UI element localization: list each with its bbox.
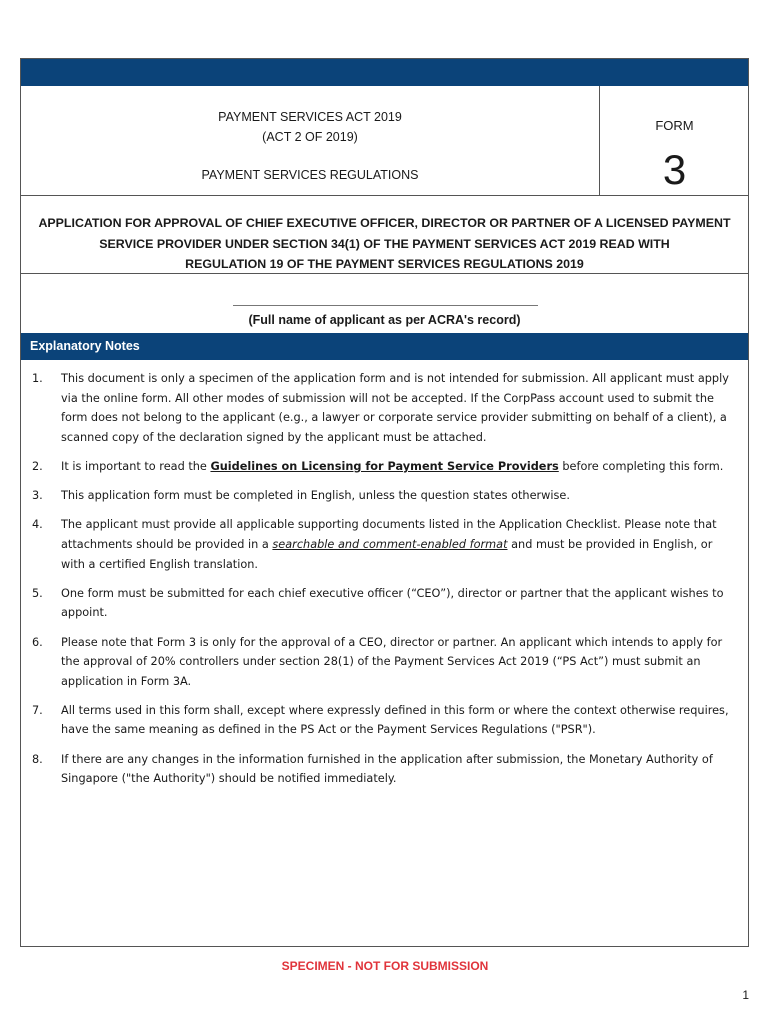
note-item xyxy=(21,701,748,740)
title-line: APPLICATION FOR APPROVAL OF CHIEF EXECUTIVE OFFICER, DIRECTOR OR PARTNER OF A LICENSED PAYMENT xyxy=(38,216,731,230)
note-text: This document is only a specimen of the application form and is not intended for submission. All applicant must apply via the online form. All other modes of submission will not be accepted. If the CorpPass account used to submit the form does not belong to the applicant (e.g., a lawyer or corporate service provider submitting on behalf of a client), a scanned copy of the declaration signed by the applicant must be attached. xyxy=(61,372,729,444)
note-item xyxy=(21,633,748,692)
applicant-name-caption: (Full name of applicant as per ACRA's record) xyxy=(248,313,521,327)
note-item xyxy=(21,515,748,574)
explanatory-notes-heading: Explanatory Notes xyxy=(21,333,748,360)
act-block xyxy=(21,86,599,195)
form-frame xyxy=(20,58,749,947)
form-header xyxy=(21,86,748,196)
note-number: 1. xyxy=(32,372,43,385)
note-text: If there are any changes in the information furnished in the application after submission, the Monetary Authority of Singapore ("the Authority") should be notified immediately. xyxy=(61,752,713,786)
note-number: 6. xyxy=(32,635,43,649)
note-number: 8. xyxy=(32,752,43,766)
note-number: 5. xyxy=(32,586,43,600)
act-number: (ACT 2 OF 2019) xyxy=(262,130,358,144)
note-text: All terms used in this form shall, except where expressly defined in this form or where the context otherwise requires, have the same meaning as defined in the PS Act or the Payment Services Regulations ("PSR"). xyxy=(61,703,729,737)
note-text-pre: The applicant must provide all applicable supporting documents listed in the Application Checklist. Please note that attachments should be provided in a xyxy=(61,518,717,551)
note-text: One form must be submitted for each chief executive officer (“CEO”), director or partner that the applicant wishes to appoint. xyxy=(61,586,724,620)
page-number: 1 xyxy=(742,988,749,1002)
note-number: 7. xyxy=(32,703,43,717)
title-line: SERVICE PROVIDER UNDER SECTION 34(1) OF THE PAYMENT SERVICES ACT 2019 READ WITH xyxy=(99,236,670,251)
form-label: FORM xyxy=(655,118,694,133)
note-item xyxy=(21,584,748,623)
note-text: This application form must be completed in English, unless the question states otherwise. xyxy=(61,489,570,503)
note-item xyxy=(21,369,748,447)
top-banner xyxy=(21,59,748,86)
note-item xyxy=(21,750,748,789)
note-item xyxy=(21,457,748,477)
note-number: 4. xyxy=(32,518,43,532)
act-info xyxy=(21,107,599,147)
note-item xyxy=(21,486,748,506)
act-title: PAYMENT SERVICES ACT 2019 xyxy=(218,110,402,124)
regulations-title: PAYMENT SERVICES REGULATIONS xyxy=(201,168,419,182)
explanatory-notes-list xyxy=(21,369,748,798)
applicant-name-field[interactable] xyxy=(233,305,538,306)
guidelines-link[interactable]: Guidelines on Licensing for Payment Service Providers xyxy=(210,459,559,473)
note-number: 2. xyxy=(32,459,43,473)
form-number: 3 xyxy=(662,146,687,193)
application-title xyxy=(21,196,748,274)
note-text-post: and must be provided in English, or with a certified English translation. xyxy=(61,537,713,571)
note-text-post: before completing this form. xyxy=(558,459,724,473)
title-line: REGULATION 19 OF THE PAYMENT SERVICES REGULATIONS 2019 xyxy=(185,257,584,271)
format-emphasis: searchable and comment-enabled format xyxy=(272,537,508,551)
note-number: 3. xyxy=(32,489,43,503)
specimen-watermark: SPECIMEN - NOT FOR SUBMISSION xyxy=(281,959,489,973)
note-text: Please note that Form 3 is only for the approval of a CEO, director or partner. An applicant which intends to apply for the approval of 20% controllers under section 28(1) of the Payment Services Act 2019 (“PS Act”) must submit an application in Form 3A. xyxy=(61,635,723,688)
form-number-box xyxy=(599,86,749,195)
note-text-pre: It is important to read the xyxy=(61,459,211,473)
